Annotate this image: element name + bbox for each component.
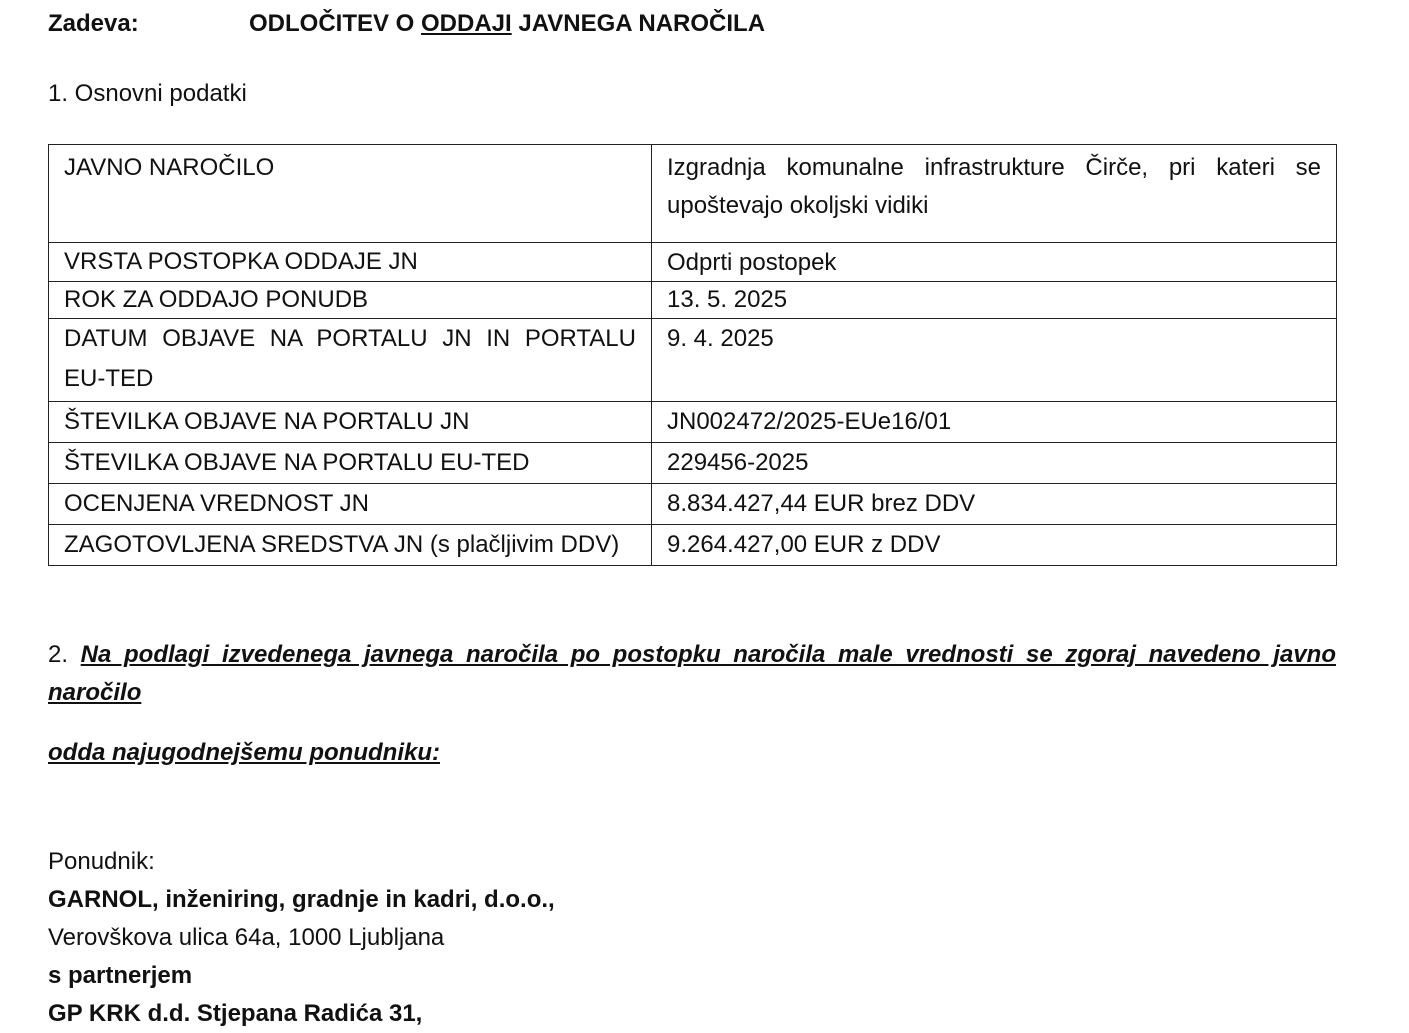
row-value: Odprti postopek xyxy=(652,243,1337,282)
bidder-address: Verovškova ulica 64a, 1000 Ljubljana xyxy=(48,924,445,951)
row-value: 9. 4. 2025 xyxy=(652,319,1337,402)
table-row xyxy=(49,484,1337,525)
row-label: ŠTEVILKA OBJAVE NA PORTALU EU-TED xyxy=(49,443,652,484)
bidder-label: Ponudnik: xyxy=(48,848,155,875)
row-label: JAVNO NAROČILO xyxy=(49,145,652,243)
table-row xyxy=(49,145,1337,243)
table-row xyxy=(49,319,1337,402)
row-value: Izgradnja komunalne infrastrukture Čirče, pri kateri se upoštevajo okoljski vidiki xyxy=(652,145,1337,243)
row-value: 229456-2025 xyxy=(652,443,1337,484)
section-2-paragraph xyxy=(48,636,1336,712)
table-row xyxy=(49,402,1337,443)
row-value: JN002472/2025-EUe16/01 xyxy=(652,402,1337,443)
row-label: DATUM OBJAVE NA PORTALU JN IN PORTALU EU-TED xyxy=(49,319,652,402)
basic-data-table xyxy=(48,144,1337,566)
row-value: 13. 5. 2025 xyxy=(652,282,1337,319)
table-row xyxy=(49,282,1337,319)
row-label: ŠTEVILKA OBJAVE NA PORTALU JN xyxy=(49,402,652,443)
row-value: 9.264.427,00 EUR z DDV xyxy=(652,525,1337,566)
table-row xyxy=(49,443,1337,484)
row-label: VRSTA POSTOPKA ODDAJE JN xyxy=(49,243,652,282)
section-2-text: Na podlagi izvedenega javnega naročila po postopku naročila male vrednosti se zgoraj navedeno javno naročilo xyxy=(48,641,1337,706)
section-2-number: 2. xyxy=(48,641,69,668)
row-label: ZAGOTOVLJENA SREDSTVA JN (s plačljivim DDV) xyxy=(49,525,652,566)
row-label: OCENJENA VREDNOST JN xyxy=(49,484,652,525)
row-label: ROK ZA ODDAJO PONUDB xyxy=(49,282,652,319)
partner-name: GP KRK d.d. Stjepana Radića 31, xyxy=(48,1000,423,1027)
table-row xyxy=(49,243,1337,282)
partner-label: s partnerjem xyxy=(48,962,193,989)
row-value: 8.834.427,44 EUR brez DDV xyxy=(652,484,1337,525)
bidder-name: GARNOL, inženiring, gradnje in kadri, d.o.o., xyxy=(48,886,555,913)
subject-label: Zadeva: xyxy=(48,10,139,37)
document-title: ODLOČITEV O ODDAJI JAVNEGA NAROČILA xyxy=(249,10,766,37)
bidder-block xyxy=(48,843,555,1033)
section-1-heading: 1. Osnovni podatki xyxy=(48,80,247,107)
title-underlined-word: ODDAJI xyxy=(421,10,512,37)
table-row xyxy=(49,525,1337,566)
award-line: odda najugodnejšemu ponudniku: xyxy=(48,739,440,766)
subject-line xyxy=(48,10,765,38)
